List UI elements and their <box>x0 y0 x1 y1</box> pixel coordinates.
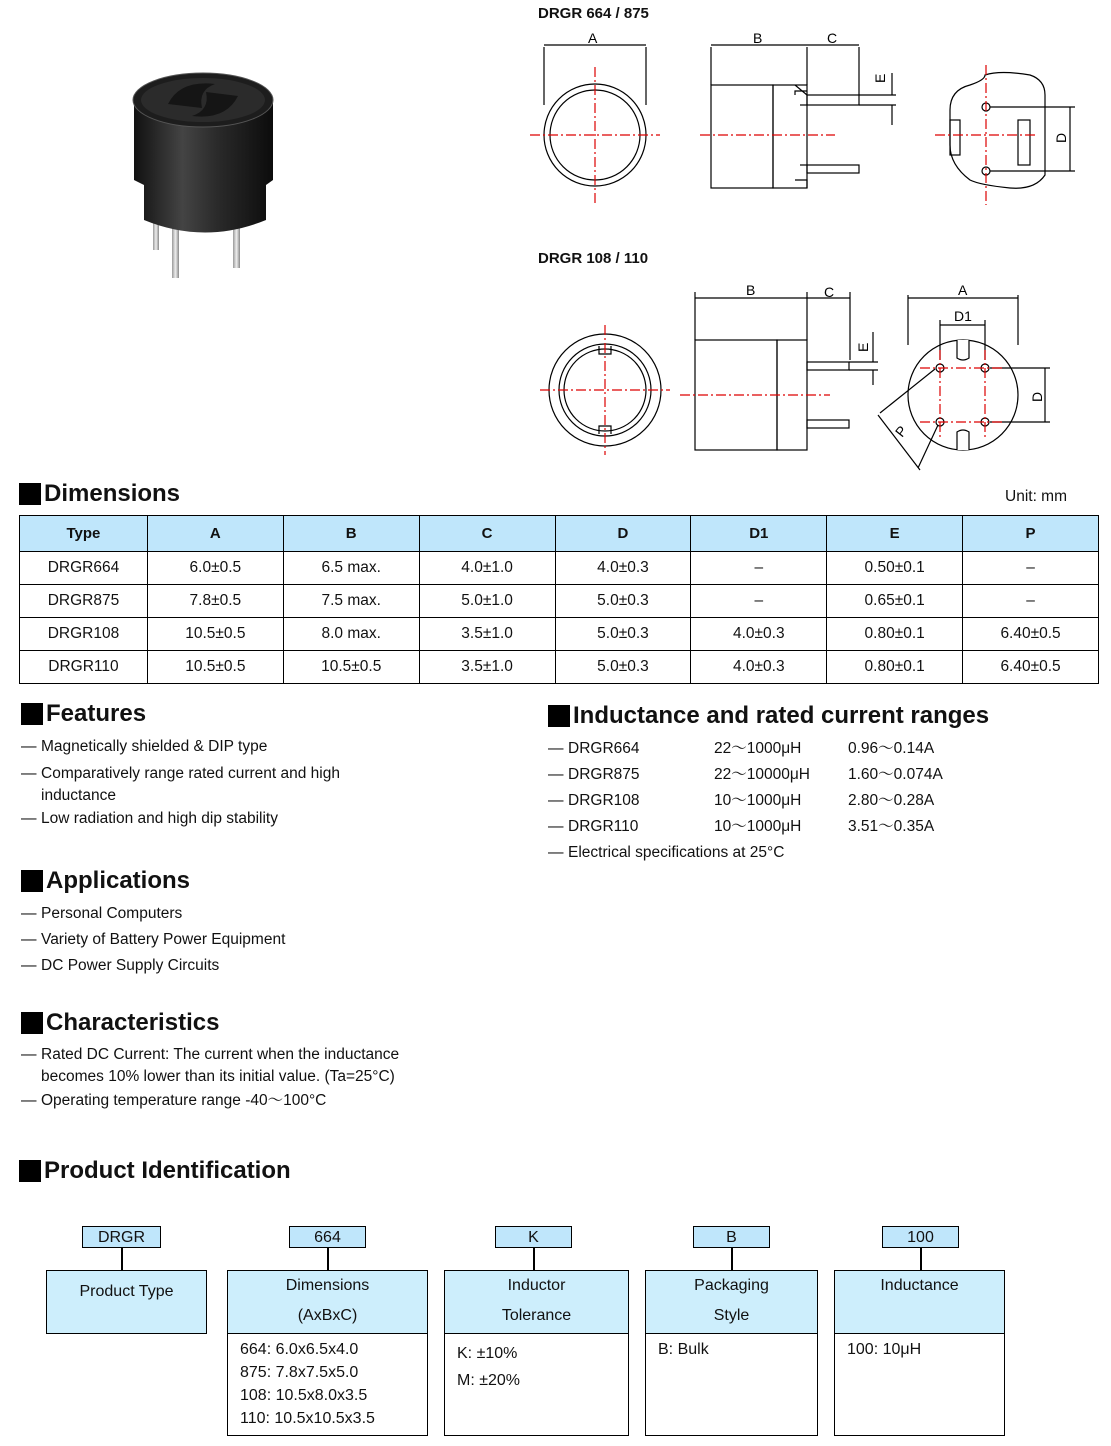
dim-label-e: E <box>872 73 888 83</box>
col-header-d1: D1 <box>691 516 827 552</box>
dim-label-d2: D <box>1029 391 1045 402</box>
cell-type: DRGR875 <box>20 585 148 618</box>
cell-a: 10.5±0.5 <box>147 618 283 651</box>
cell-b: 10.5±0.5 <box>283 651 419 684</box>
inductance-title: Inductance and rated current ranges <box>548 702 989 730</box>
dimensions-detail <box>227 1334 428 1436</box>
cell-type: DRGR110 <box>20 651 148 684</box>
list-item: — Personal Computers <box>21 905 183 922</box>
dim-label-d: D <box>1053 132 1069 143</box>
applications-list <box>21 901 441 979</box>
applications-title: Applications <box>21 867 190 895</box>
table-row <box>20 552 1099 585</box>
dimensions-title: Dimensions <box>19 480 180 508</box>
drawing-title-2: DRGR 108 / 110 <box>538 250 649 267</box>
packaging-detail <box>645 1334 818 1436</box>
table-row <box>20 585 1099 618</box>
cell-type: DRGR664 <box>20 552 148 585</box>
cell-c: 5.0±1.0 <box>419 585 555 618</box>
cell-d: 5.0±0.3 <box>555 585 691 618</box>
dim-label-a: A <box>588 30 598 46</box>
product-photo <box>120 60 290 285</box>
code-100: 100 <box>882 1226 959 1248</box>
detail-line: K: ±10% <box>457 1345 518 1362</box>
connector-line <box>920 1248 922 1270</box>
inductance-detail <box>834 1334 1005 1436</box>
col-header-type: Type <box>20 516 148 552</box>
detail-line: B: Bulk <box>658 1341 709 1358</box>
list-item: — DRGR108 10～1000μH 2.80～0.28A <box>548 792 935 809</box>
cell-a: 7.8±0.5 <box>147 585 283 618</box>
dim-label-a2: A <box>958 282 968 298</box>
code-664: 664 <box>289 1226 366 1248</box>
drawing-title-1: DRGR 664 / 875 <box>538 5 649 22</box>
table-header-row <box>20 516 1099 552</box>
col-header-c: C <box>419 516 555 552</box>
box-tolerance: Inductor Tolerance <box>444 1270 629 1334</box>
table-row <box>20 651 1099 684</box>
box-product-type: Product Type <box>46 1270 207 1334</box>
cell-c: 3.5±1.0 <box>419 651 555 684</box>
cell-d1: – <box>691 585 827 618</box>
list-item: — Comparatively range rated current and high inductance <box>21 765 340 804</box>
cell-b: 7.5 max. <box>283 585 419 618</box>
cell-d: 4.0±0.3 <box>555 552 691 585</box>
detail-line: 108: 10.5x8.0x3.5 <box>240 1387 368 1404</box>
dim-label-p: P <box>891 422 911 440</box>
box-packaging: Packaging Style <box>645 1270 818 1334</box>
dim-label-c2: C <box>824 284 835 300</box>
list-item: — Operating temperature range -40～100°C <box>21 1092 327 1109</box>
col-header-a: A <box>147 516 283 552</box>
inductance-list <box>548 736 1068 866</box>
section-square-icon <box>19 1160 41 1182</box>
drawing-108-110 <box>530 270 1090 475</box>
connector-line <box>327 1248 329 1270</box>
cell-c: 3.5±1.0 <box>419 618 555 651</box>
unit-label: Unit: mm <box>1005 488 1067 505</box>
cell-e: 0.65±0.1 <box>827 585 963 618</box>
product-id-title: Product Identification <box>19 1157 291 1185</box>
detail-line: 875: 7.8x7.5x5.0 <box>240 1364 359 1381</box>
dim-label-b: B <box>753 30 763 46</box>
list-item: — DRGR875 22～10000μH 1.60～0.074A <box>548 766 943 783</box>
detail-line: 100: 10μH <box>847 1341 922 1358</box>
col-header-e: E <box>827 516 963 552</box>
table-row <box>20 618 1099 651</box>
box-inductance: Inductance <box>834 1270 1005 1334</box>
cell-p: 6.40±0.5 <box>963 618 1099 651</box>
tolerance-detail <box>444 1334 629 1436</box>
section-square-icon <box>19 483 41 505</box>
cell-p: 6.40±0.5 <box>963 651 1099 684</box>
code-k: K <box>495 1226 572 1248</box>
cell-e: 0.80±0.1 <box>827 651 963 684</box>
cell-p: – <box>963 552 1099 585</box>
characteristics-title: Characteristics <box>21 1009 219 1037</box>
code-drgr: DRGR <box>82 1226 161 1248</box>
code-b: B <box>693 1226 770 1248</box>
col-header-d: D <box>555 516 691 552</box>
cell-d1: 4.0±0.3 <box>691 651 827 684</box>
list-item: — Magnetically shielded & DIP type <box>21 738 268 755</box>
detail-line: M: ±20% <box>457 1372 521 1389</box>
section-square-icon <box>21 1012 43 1034</box>
cell-d: 5.0±0.3 <box>555 618 691 651</box>
cell-b: 8.0 max. <box>283 618 419 651</box>
list-item: — Variety of Battery Power Equipment <box>21 931 286 948</box>
list-item: — Rated DC Current: The current when the inductance becomes 10% lower than its initial value. (Ta=25°C) <box>21 1046 400 1085</box>
cell-d: 5.0±0.3 <box>555 651 691 684</box>
list-item: — DC Power Supply Circuits <box>21 957 220 974</box>
col-header-b: B <box>283 516 419 552</box>
cell-e: 0.80±0.1 <box>827 618 963 651</box>
cell-c: 4.0±1.0 <box>419 552 555 585</box>
connector-line <box>533 1248 535 1270</box>
section-square-icon <box>21 703 43 725</box>
section-square-icon <box>548 705 570 727</box>
connector-line <box>731 1248 733 1270</box>
drawing-664-875 <box>530 25 1090 215</box>
dim-label-c: C <box>827 30 838 46</box>
box-dimensions: Dimensions (AxBxC) <box>227 1270 428 1334</box>
cell-d1: – <box>691 552 827 585</box>
cell-e: 0.50±0.1 <box>827 552 963 585</box>
features-title: Features <box>21 700 146 728</box>
dim-label-e2: E <box>855 342 871 352</box>
list-item: — DRGR664 22～1000μH 0.96～0.14A <box>548 740 935 757</box>
dimensions-table <box>19 515 1099 684</box>
cell-d1: 4.0±0.3 <box>691 618 827 651</box>
cell-type: DRGR108 <box>20 618 148 651</box>
section-square-icon <box>21 870 43 892</box>
col-header-p: P <box>963 516 1099 552</box>
cell-a: 10.5±0.5 <box>147 651 283 684</box>
characteristics-list <box>21 1044 481 1114</box>
features-list <box>21 734 441 832</box>
list-item: — DRGR110 10～1000μH 3.51～0.35A <box>548 818 935 835</box>
dim-label-d1: D1 <box>954 308 972 324</box>
cell-b: 6.5 max. <box>283 552 419 585</box>
cell-a: 6.0±0.5 <box>147 552 283 585</box>
list-item: — Electrical specifications at 25°C <box>548 844 785 861</box>
connector-line <box>121 1248 123 1270</box>
cell-p: – <box>963 585 1099 618</box>
dim-label-b2: B <box>746 282 756 298</box>
detail-line: 664: 6.0x6.5x4.0 <box>240 1341 359 1358</box>
detail-line: 110: 10.5x10.5x3.5 <box>240 1410 375 1427</box>
list-item: — Low radiation and high dip stability <box>21 810 278 827</box>
